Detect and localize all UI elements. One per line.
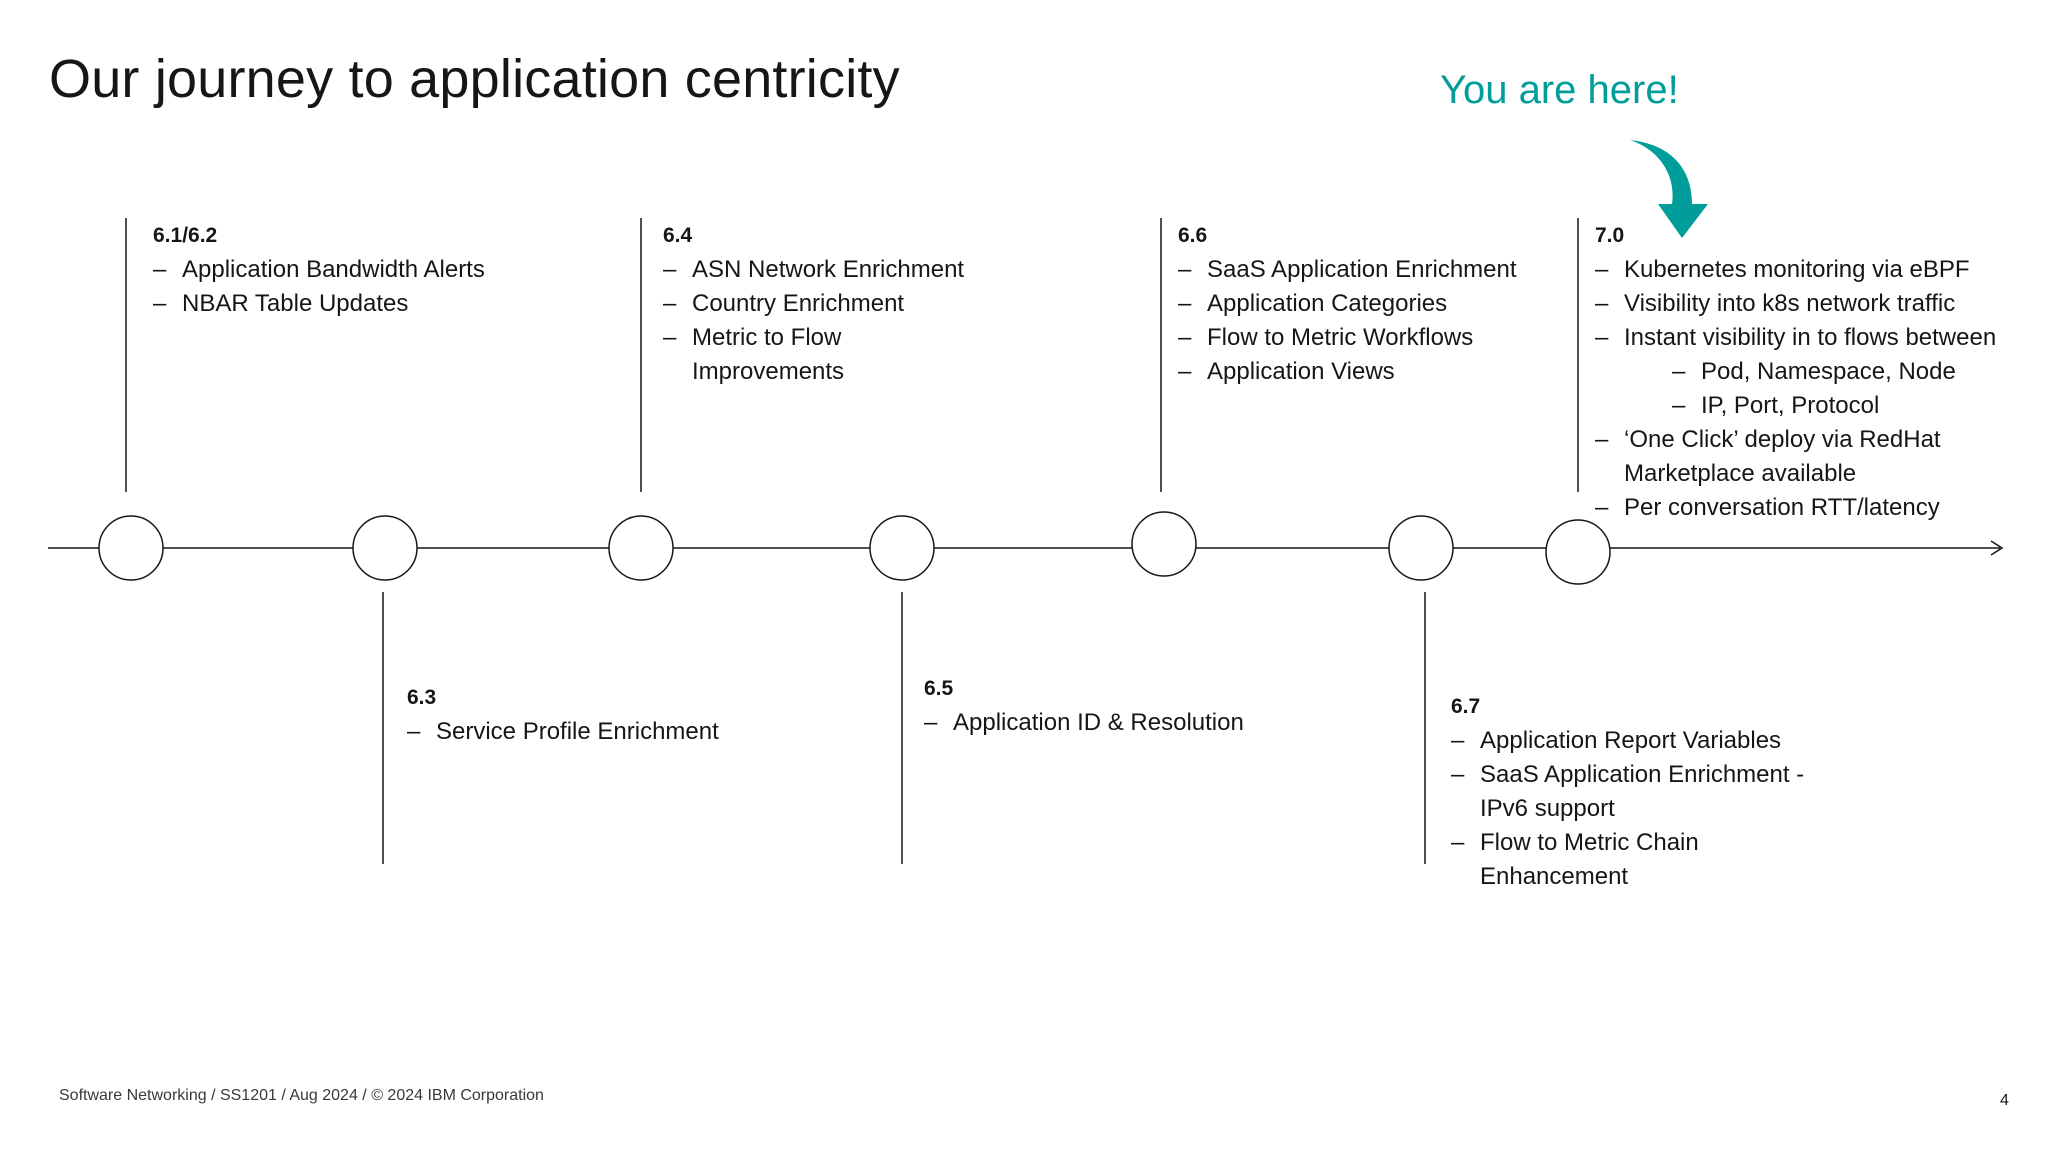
release-item-continuation: Enhancement: [1480, 863, 1629, 890]
release-item: – ‘One Click’ deploy via RedHat: [1595, 423, 1996, 457]
release-item: – NBAR Table Updates: [153, 287, 485, 321]
release-item: – Metric to Flow: [663, 321, 964, 355]
release-item: – ASN Network Enrichment: [663, 253, 964, 287]
release-sub-item: – Pod, Namespace, Node: [1595, 355, 1996, 389]
release-item: – Application ID & Resolution: [924, 706, 1244, 740]
release-item: – Application Categories: [1178, 287, 1517, 321]
release-6-5-block: [924, 672, 1244, 740]
milestone-6-3: [353, 516, 417, 580]
release-item: – Kubernetes monitoring via eBPF: [1595, 253, 1996, 287]
milestone-6-5: [870, 516, 934, 580]
release-item: – SaaS Application Enrichment: [1178, 253, 1517, 287]
release-item: – Visibility into k8s network traffic: [1595, 287, 1996, 321]
release-version: 6.5: [924, 677, 954, 700]
release-7-0-block: [1595, 219, 1996, 525]
release-6-4-block: [663, 219, 964, 389]
release-6-1-block: [153, 219, 485, 321]
release-item: – Application Report Variables: [1451, 724, 1804, 758]
release-version: 6.7: [1451, 695, 1481, 718]
release-version: 6.1/6.2: [153, 224, 218, 247]
milestone-6-6: [1132, 512, 1196, 576]
slide-title: Our journey to application centricity: [49, 49, 900, 109]
release-version: 7.0: [1595, 224, 1625, 247]
release-version: 6.4: [663, 224, 693, 247]
release-sub-item: – IP, Port, Protocol: [1595, 389, 1996, 423]
release-6-7-block: [1451, 690, 1804, 894]
page-number: 4: [2000, 1092, 2009, 1109]
release-item: – Country Enrichment: [663, 287, 964, 321]
release-item: – Service Profile Enrichment: [407, 715, 719, 749]
release-item-continuation: Marketplace available: [1624, 460, 1857, 487]
release-item: – Flow to Metric Chain: [1451, 826, 1804, 860]
release-item-continuation: Improvements: [692, 358, 845, 385]
footer-text: Software Networking / SS1201 / Aug 2024 / © 2024 IBM Corporation: [59, 1087, 544, 1104]
release-version: 6.6: [1178, 224, 1208, 247]
release-item: – SaaS Application Enrichment -: [1451, 758, 1804, 792]
release-6-3-block: [407, 681, 719, 749]
milestone-6-4: [609, 516, 673, 580]
release-6-6-block: [1178, 219, 1517, 389]
milestone-6-1: [99, 516, 163, 580]
milestone-7-0: [1546, 520, 1610, 584]
release-item: – Application Views: [1178, 355, 1517, 389]
you-are-here-label: You are here!: [1440, 68, 1679, 112]
milestone-6-7: [1389, 516, 1453, 580]
release-item: – Instant visibility in to flows between: [1595, 321, 1996, 355]
release-item: – Flow to Metric Workflows: [1178, 321, 1517, 355]
release-item: – Per conversation RTT/latency: [1595, 491, 1996, 525]
release-item-continuation: IPv6 support: [1480, 795, 1615, 822]
release-item: – Application Bandwidth Alerts: [153, 253, 485, 287]
release-version: 6.3: [407, 686, 437, 709]
